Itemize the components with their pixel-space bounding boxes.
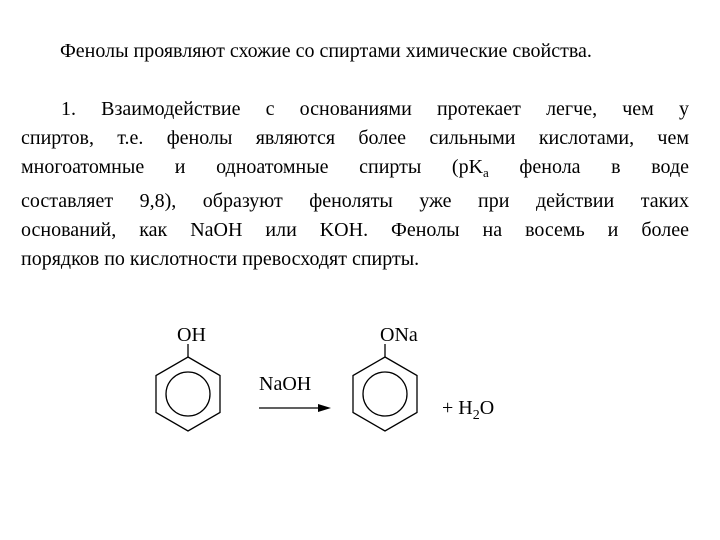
- line3-text-before: многоатомные и одноатомные спирты (pK: [21, 156, 484, 178]
- paragraph-line-1: 1. Взаимодействие с основаниями протекает легче, чем у: [61, 98, 689, 120]
- paragraph-line-3: [21, 153, 689, 187]
- paragraph-line-5: оснований, как NaOH или KOH. Фенолы на восемь и более: [21, 219, 689, 241]
- reaction-scheme: [0, 300, 720, 500]
- phenolate-ona-label: ONa: [380, 324, 418, 346]
- phenolate-aromatic-circle: [363, 372, 407, 416]
- paragraph-base-reaction: [21, 95, 689, 274]
- phenolate-structure: [353, 344, 417, 431]
- reagent-label: NaOH: [259, 373, 312, 395]
- reaction-arrow: [259, 404, 331, 412]
- water-tail: O: [479, 397, 495, 419]
- phenol-aromatic-circle: [166, 372, 210, 416]
- paragraph-line-6: порядков по кислотности превосходят спирты.: [21, 248, 420, 270]
- heading: Фенолы проявляют схожие со спиртами химические свойства.: [60, 40, 592, 62]
- water-prefix: + H: [442, 397, 473, 419]
- phenol-structure: [156, 344, 220, 431]
- pka-subscript: a: [483, 165, 489, 180]
- line3-text-after: фенола в воде: [488, 156, 689, 178]
- phenol-oh-label: OH: [177, 324, 206, 346]
- water-formula: [442, 397, 494, 423]
- paragraph-line-4: составляет 9,8), образуют феноляты уже при действии таких: [21, 190, 689, 212]
- paragraph-line-2: спиртов, т.е. фенолы являются более сильными кислотами, чем: [21, 127, 689, 149]
- water-subscript: 2: [472, 408, 480, 423]
